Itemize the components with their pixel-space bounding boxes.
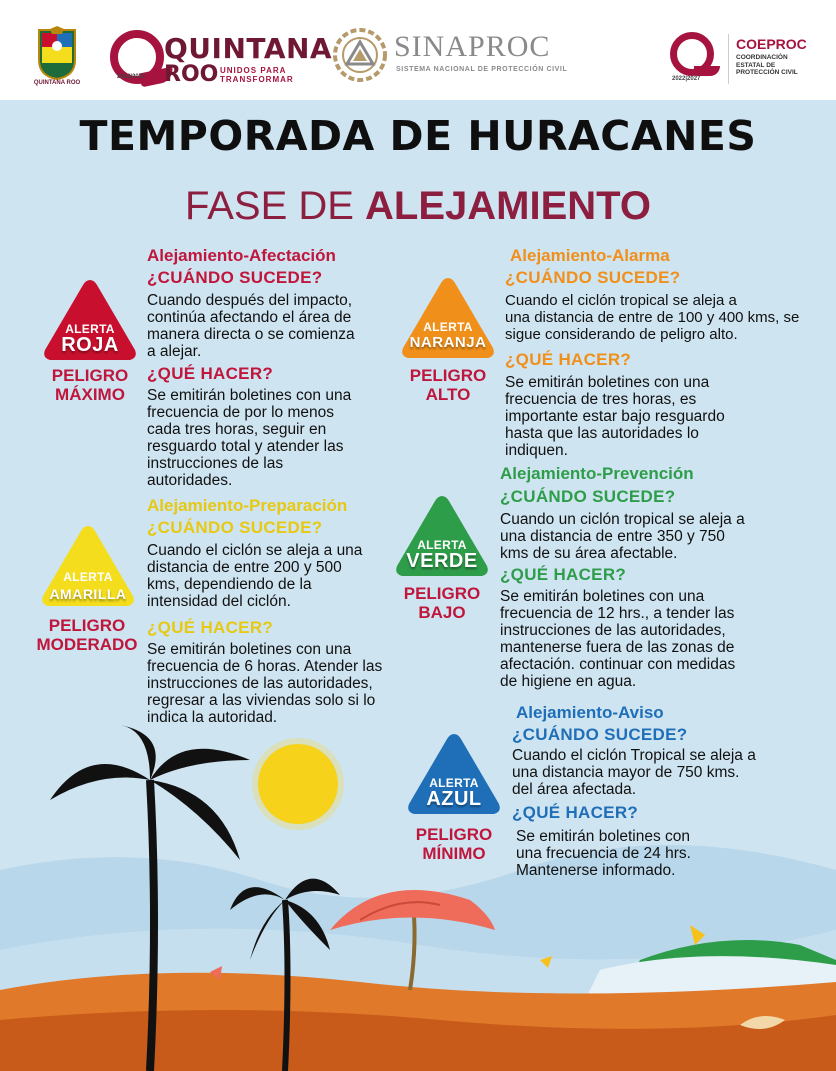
coeproc-q-icon bbox=[670, 32, 720, 82]
when-head-amarilla: ¿CUÁNDO SUCEDE? bbox=[147, 518, 323, 537]
state-seal-icon bbox=[36, 26, 78, 80]
what-text-naranja: Se emitirán boletines con una frecuencia de tres horas, es importante estar bajo resguardo hasta que las autoridades lo indiquen. bbox=[505, 374, 725, 459]
alert-roja-word: ALERTA bbox=[65, 322, 115, 336]
alert-amarilla-word: ALERTA bbox=[63, 570, 113, 584]
sinaproc-emblem-icon bbox=[333, 28, 387, 82]
when-head-azul: ¿CUÁNDO SUCEDE? bbox=[512, 725, 688, 744]
alert-naranja-word: ALERTA bbox=[423, 320, 473, 334]
alert-azul-color: AZUL bbox=[426, 788, 482, 810]
header-bar bbox=[0, 0, 836, 100]
qroo-word1: QUINTANA bbox=[164, 32, 333, 65]
what-text-roja: Se emitirán boletines con una frecuencia de por lo menos cada tres horas, seguir en resguardo total y atender las instrucciones de las autoridades. bbox=[147, 387, 352, 489]
alert-roja-color: ROJA bbox=[61, 334, 119, 356]
section-title-prevencion: Alejamiento-Prevención bbox=[500, 464, 694, 483]
peligro-minimo-label: PELIGRO MÍNIMO bbox=[415, 825, 493, 863]
what-text-azul: Se emitirán boletines con una frecuencia de 24 hrs. Mantenerse informado. bbox=[516, 828, 691, 879]
section-title-afectacion: Alejamiento-Afectación bbox=[147, 246, 336, 265]
peligro-moderado-label: PELIGRO MODERADO bbox=[36, 616, 138, 654]
page-title: TEMPORADA DE HURACANES bbox=[79, 112, 757, 160]
alert-amarilla-triangle bbox=[40, 524, 136, 608]
alert-azul-triangle bbox=[406, 732, 502, 816]
sinaproc-subtitle: SISTEMA NACIONAL DE PROTECCIÓN CIVIL bbox=[396, 66, 568, 73]
seal-caption: QUINTANA ROO bbox=[33, 80, 81, 86]
when-head-roja: ¿CUÁNDO SUCEDE? bbox=[147, 268, 323, 287]
alert-roja-triangle bbox=[42, 278, 138, 362]
what-head-roja: ¿QUÉ HACER? bbox=[147, 364, 274, 383]
when-head-verde: ¿CUÁNDO SUCEDE? bbox=[500, 487, 676, 506]
alert-naranja-color: NARANJA bbox=[409, 334, 487, 351]
when-text-roja: Cuando después del impacto, continúa afectando el área de manera directa o se comienza a alejar. bbox=[147, 292, 355, 360]
alert-naranja-triangle bbox=[400, 276, 496, 360]
when-text-amarilla: Cuando el ciclón se aleja a una distancia de entre 200 y 500 kms, dependiendo de la intensidad del ciclón. bbox=[147, 542, 363, 610]
sinaproc-name: SINAPROC bbox=[394, 30, 551, 63]
quintana-roo-logo bbox=[110, 30, 333, 87]
what-text-amarilla: Se emitirán boletines con una frecuencia de 6 horas. Atender las instrucciones de las autoridades, regresar a las viviendas solo si lo indica la autoridad. bbox=[147, 641, 383, 726]
qroo-slogan: UNIDOS PARA TRANSFORMAR bbox=[220, 66, 294, 84]
what-head-naranja: ¿QUÉ HACER? bbox=[505, 350, 632, 369]
peligro-maximo-label: PELIGRO MÁXIMO bbox=[51, 366, 129, 404]
peligro-alto-label: PELIGRO ALTO bbox=[409, 366, 487, 404]
page-subtitle: FASE DE ALEJAMIENTO bbox=[184, 184, 652, 228]
coeproc-subtitle: COORDINACIÓN ESTATAL DE PROTECCIÓN CIVIL bbox=[736, 54, 798, 76]
coeproc-years: 2022|2027 bbox=[672, 76, 701, 82]
coeproc-divider bbox=[728, 34, 729, 84]
alert-verde-word: ALERTA bbox=[417, 538, 467, 552]
qroo-word2: ROO bbox=[164, 62, 219, 87]
what-head-amarilla: ¿QUÉ HACER? bbox=[147, 618, 274, 637]
what-head-azul: ¿QUÉ HACER? bbox=[512, 803, 639, 822]
alert-verde-triangle bbox=[394, 494, 490, 578]
what-head-verde: ¿QUÉ HACER? bbox=[500, 565, 627, 584]
when-head-naranja: ¿CUÁNDO SUCEDE? bbox=[505, 268, 681, 287]
what-text-verde: Se emitirán boletines con una frecuencia de 12 hrs., a tender las instrucciones de las autoridades, mantenerse fuera de las zonas de afectación. continuar con medidas de higiene en agua. bbox=[500, 588, 736, 690]
alert-amarilla-color: AMARILLA bbox=[49, 586, 127, 602]
alert-azul-word: ALERTA bbox=[429, 776, 479, 790]
section-title-preparacion: Alejamiento-Preparación bbox=[147, 496, 348, 515]
alert-verde-color: VERDE bbox=[406, 550, 478, 572]
coeproc-name: COEPROC bbox=[736, 36, 807, 52]
section-title-aviso: Alejamiento-Aviso bbox=[516, 703, 664, 722]
when-text-naranja: Cuando el ciclón tropical se aleja a una distancia de entre de 100 y 400 kms, se sigue considerando de peligro alto. bbox=[505, 292, 800, 343]
section-title-alarma: Alejamiento-Alarma bbox=[510, 246, 670, 265]
peligro-bajo-label: PELIGRO BAJO bbox=[403, 584, 481, 622]
when-text-azul: Cuando el ciclón Tropical se aleja a una distancia mayor de 750 kms. del área afectada. bbox=[512, 747, 756, 798]
qroo-years: 2022|2027 bbox=[117, 74, 146, 80]
when-text-verde: Cuando un ciclón tropical se aleja a una distancia de entre 350 y 750 kms de su área afectable. bbox=[500, 511, 745, 562]
